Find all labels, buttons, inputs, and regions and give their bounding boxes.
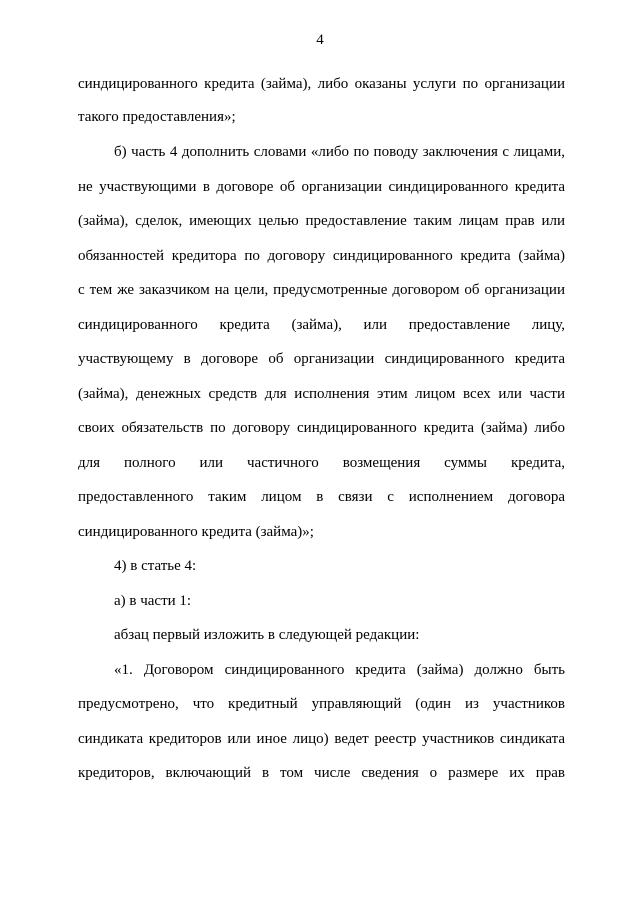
text-line: (займа), сделок, имеющих целью предоставление таким лицам прав или [78, 213, 565, 229]
text-line: не участвующими в договоре об организации синдицированного кредита [78, 179, 565, 195]
text-line: обязанностей кредитора по договору синдицированного кредита (займа) [78, 248, 565, 264]
text-line: с тем же заказчиком на цели, предусмотренные договором об организации [78, 282, 565, 298]
text-line: для полного или частичного возмещения суммы кредита, [78, 455, 565, 471]
text-line: абзац первый изложить в следующей редакции: [114, 627, 420, 643]
text-line: предоставленного таким лицом в связи с исполнением договора [78, 489, 565, 505]
text-line: своих обязательств по договору синдицированного кредита (займа) либо [78, 420, 565, 436]
page-number: 4 [316, 32, 324, 48]
text-line: синдицированного кредита (займа), либо оказаны услуги по организации [78, 76, 565, 92]
text-line: кредиторов, включающий в том числе сведения о размере их прав [78, 765, 565, 781]
text-line: предусмотрено, что кредитный управляющий (один из участников [78, 696, 565, 712]
text-line: б) часть 4 дополнить словами «либо по поводу заключения с лицами, [114, 144, 565, 160]
text-line: (займа), денежных средств для исполнения этим лицом всех или части [78, 386, 565, 402]
text-line: такого предоставления»; [78, 109, 236, 125]
text-line: синдицированного кредита (займа)»; [78, 524, 314, 540]
text-line: 4) в статье 4: [114, 558, 197, 574]
text-line: участвующему в договоре об организации синдицированного кредита [78, 351, 565, 367]
text-line: синдиката кредиторов или иное лицо) ведет реестр участников синдиката [78, 731, 565, 747]
text-line: синдицированного кредита (займа), или предоставление лицу, [78, 317, 565, 333]
text-line: а) в части 1: [114, 593, 192, 609]
text-line: «1. Договором синдицированного кредита (займа) должно быть [114, 662, 565, 678]
